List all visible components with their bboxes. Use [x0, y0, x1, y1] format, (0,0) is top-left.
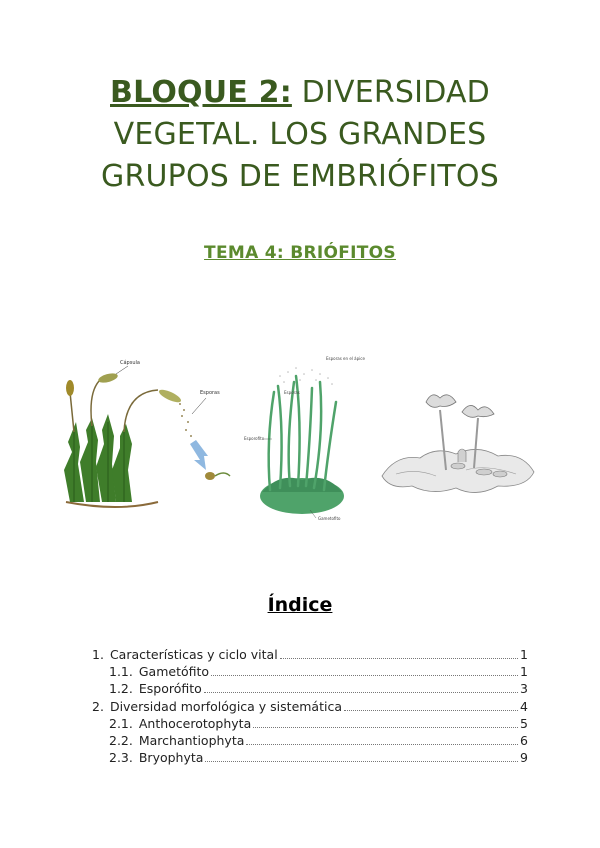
toc-page: 1	[520, 647, 528, 662]
toc-label: Marchantiophyta	[138, 733, 245, 749]
bloque-label: BLOQUE 2:	[110, 75, 292, 110]
gametofito-label: Gametofito	[318, 516, 341, 521]
toc-number: 2.3.	[109, 750, 133, 766]
toc-number: 2.2.	[109, 733, 133, 749]
tema-heading: TEMA 4: BRIÓFITOS	[204, 243, 396, 263]
capsula-label: Cápsula	[120, 360, 140, 366]
toc-leader	[253, 717, 518, 728]
toc-page: 6	[520, 733, 528, 749]
title-line3: GRUPOS DE EMBRIÓFITOS	[101, 159, 499, 194]
indice-title: Índice	[267, 594, 333, 616]
moss-illustration	[58, 352, 238, 514]
toc-item[interactable]	[92, 646, 528, 663]
toc-label: Bryophyta	[138, 750, 204, 766]
toc-number: 2.	[92, 698, 104, 714]
toc-number: 2.1.	[109, 715, 133, 731]
toc-number: 1.1.	[109, 664, 133, 680]
toc-page: 5	[520, 715, 528, 731]
toc-number: 1.	[92, 647, 104, 662]
toc-leader	[344, 700, 518, 711]
table-of-contents	[92, 646, 528, 766]
hornwort-illustration	[240, 352, 370, 532]
toc-leader	[204, 682, 518, 693]
toc-page: 4	[520, 698, 528, 714]
toc-label: Anthocerotophyta	[138, 715, 252, 731]
toc-leader	[280, 648, 518, 659]
title-line1-rest: DIVERSIDAD	[291, 75, 490, 110]
title-line2: VEGETAL. LOS GRANDES	[113, 117, 487, 152]
marchantia-illustration	[376, 388, 538, 502]
toc-page: 1	[520, 664, 528, 680]
toc-label: Características y ciclo vital	[109, 647, 278, 662]
toc-item[interactable]	[92, 715, 528, 732]
toc-page: 3	[520, 681, 528, 697]
toc-label: Diversidad morfológica y sistemática	[109, 698, 342, 714]
toc-item[interactable]	[92, 732, 528, 749]
toc-item[interactable]	[92, 698, 528, 715]
toc-leader	[246, 734, 518, 745]
toc-label: Esporófito	[138, 681, 202, 697]
toc-item[interactable]	[92, 663, 528, 680]
toc-number: 1.2.	[109, 681, 133, 697]
esporas-label-2: Esporas	[284, 390, 300, 395]
toc-label: Gametófito	[138, 664, 210, 680]
esporas-top-label: Esporas en el ápice	[326, 356, 365, 361]
toc-item[interactable]	[92, 680, 528, 697]
toc-leader	[205, 751, 518, 762]
toc-page: 9	[520, 750, 528, 766]
esporofito-label: Esporofito	[244, 436, 265, 441]
toc-item[interactable]	[92, 749, 528, 766]
esporas-label: Esporas	[200, 390, 220, 396]
toc-leader	[211, 665, 518, 676]
document-title	[40, 72, 560, 198]
